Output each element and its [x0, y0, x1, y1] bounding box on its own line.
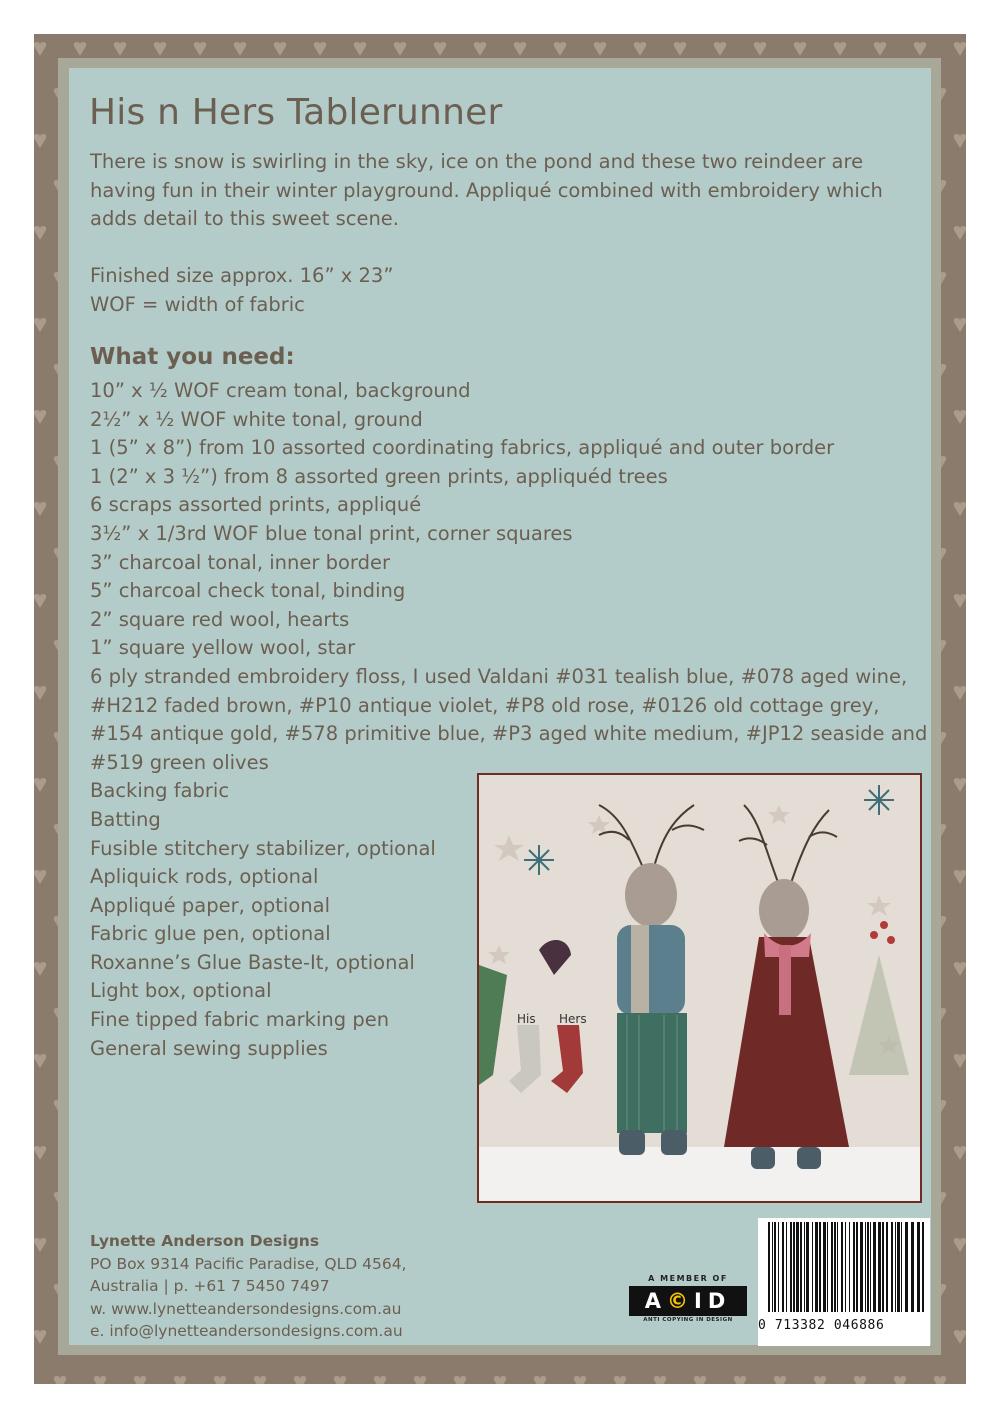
heart-icon	[314, 42, 326, 56]
barcode-bar	[878, 1222, 881, 1312]
heart-icon	[654, 1376, 666, 1384]
acid-badge	[626, 1274, 750, 1323]
barcode-bar	[901, 1222, 902, 1312]
barcode-bar	[905, 1222, 908, 1312]
requirement-item: Batting	[90, 807, 161, 831]
barcode-bar	[793, 1222, 795, 1312]
heart-icon	[34, 686, 46, 700]
website-link[interactable]: w. www.lynetteandersondesigns.com.au	[90, 1299, 402, 1318]
heart-icon	[534, 1376, 546, 1384]
heart-icon	[954, 1238, 966, 1252]
company-name: Lynette Anderson Designs	[90, 1232, 320, 1250]
requirement-item: 10” x ½ WOF cream tonal, background	[90, 379, 471, 402]
heart-icon	[614, 1376, 626, 1384]
heart-icon	[34, 1054, 46, 1068]
requirement-item: Fabric glue pen, optional	[90, 922, 331, 946]
requirement-item: General sewing supplies	[90, 1036, 328, 1060]
barcode-bar	[882, 1222, 884, 1312]
heart-icon	[34, 42, 46, 56]
photo-hers-label: Hers	[559, 1012, 587, 1026]
heart-icon	[294, 1376, 306, 1384]
requirements-heading: What you need:	[90, 344, 295, 370]
heart-icon	[214, 1376, 226, 1384]
barcode	[758, 1218, 930, 1346]
barcode-bar	[870, 1222, 871, 1312]
heart-icon	[34, 134, 46, 148]
heart-icon	[414, 1376, 426, 1384]
intro-paragraph: There is snow is swirling in the sky, ice on the pond and these two reindeer are having fun in their winter playground. Appliqué combined with embroidery which adds detail to this sweet scene.	[90, 150, 883, 230]
barcode-bar	[917, 1222, 920, 1312]
heart-icon	[474, 42, 486, 56]
heart-icon	[634, 42, 646, 56]
barcode-bar	[837, 1222, 838, 1312]
heart-icon	[694, 1376, 706, 1384]
acid-logo-id: ID	[694, 1289, 732, 1313]
barcode-bar	[827, 1222, 828, 1312]
requirement-item: Fusible stitchery stabilizer, optional	[90, 836, 436, 860]
requirement-item: Light box, optional	[90, 979, 272, 1003]
heart-icon	[714, 42, 726, 56]
heart-icon	[174, 1376, 186, 1384]
barcode-bar	[845, 1222, 846, 1312]
acid-subtitle: ANTI COPYING IN DESIGN	[643, 1317, 733, 1323]
heart-icon	[54, 1376, 66, 1384]
heart-icon	[914, 42, 926, 56]
heart-icon	[954, 962, 966, 976]
barcode-bar	[804, 1222, 805, 1312]
heart-icon	[454, 1376, 466, 1384]
heart-icon	[954, 226, 966, 240]
heart-icon	[954, 870, 966, 884]
barcode-bar	[886, 1222, 888, 1312]
heart-icon	[814, 1376, 826, 1384]
heart-icon	[194, 42, 206, 56]
barcode-bar	[856, 1222, 858, 1312]
requirement-item: Appliqué paper, optional	[90, 893, 331, 917]
heart-icon	[754, 42, 766, 56]
heart-icon	[954, 410, 966, 424]
requirement-item: 2” square red wool, hearts	[90, 607, 350, 631]
barcode-bar	[867, 1222, 869, 1312]
heart-icon	[494, 1376, 506, 1384]
requirement-item: Fine tipped fabric marking pen	[90, 1008, 390, 1032]
heart-icon	[354, 42, 366, 56]
barcode-bar	[774, 1222, 776, 1312]
heart-icon	[394, 42, 406, 56]
heart-icon	[954, 42, 966, 56]
heart-icon	[334, 1376, 346, 1384]
barcode-bar	[834, 1222, 836, 1312]
barcode-bar	[786, 1222, 787, 1312]
quilt-photo	[477, 773, 922, 1203]
heart-icon	[34, 962, 46, 976]
barcode-bar	[865, 1222, 866, 1312]
heart-icon	[894, 1376, 906, 1384]
acid-logo-a: A	[644, 1289, 667, 1313]
requirement-item: Apliquick rods, optional	[90, 865, 319, 889]
requirement-item: 3½” x 1/3rd WOF blue tonal print, corner squares	[90, 521, 573, 545]
heart-icon	[34, 870, 46, 884]
barcode-bar	[831, 1222, 833, 1312]
heart-icon	[34, 502, 46, 516]
address-line-1: PO Box 9314 Pacific Paradise, QLD 4564,	[90, 1254, 407, 1273]
heart-icon	[34, 778, 46, 792]
contact-info	[90, 1230, 406, 1343]
requirement-item: 6 scraps assorted prints, appliqué	[90, 493, 422, 517]
heart-icon	[274, 42, 286, 56]
acid-member-text: A MEMBER OF	[648, 1274, 728, 1283]
barcode-bar	[768, 1222, 770, 1312]
heart-icon	[854, 1376, 866, 1384]
heart-icon	[954, 502, 966, 516]
heart-icon	[34, 226, 46, 240]
wof-note: WOF = width of fabric	[90, 292, 305, 316]
heart-icon	[934, 1376, 946, 1384]
email-link[interactable]: e. info@lynetteandersondesigns.com.au	[90, 1322, 403, 1340]
reindeer-quilt-illustration	[479, 775, 920, 1201]
requirement-item: 1 (5” x 8”) from 10 assorted coordinating fabrics, appliqué and outer border	[90, 436, 835, 460]
requirement-item: 1 (2” x 3 ½”) from 8 assorted green prints, appliquéd trees	[90, 464, 668, 488]
barcode-bar	[823, 1222, 826, 1312]
requirement-item: Roxanne’s Glue Baste-It, optional	[90, 950, 415, 974]
finished-size: Finished size approx. 16” x 23”	[90, 264, 394, 287]
heart-icon	[594, 42, 606, 56]
barcode-bar	[782, 1222, 784, 1312]
barcode-bar	[911, 1222, 914, 1312]
photo-his-label: His	[517, 1012, 536, 1026]
barcode-bar	[812, 1222, 813, 1312]
barcode-bar	[800, 1222, 802, 1312]
barcode-bar	[849, 1222, 850, 1312]
address-line-2: Australia | p. +61 7 5450 7497	[90, 1277, 330, 1295]
heart-icon	[954, 318, 966, 332]
heart-icon	[954, 1330, 966, 1344]
barcode-bar	[897, 1222, 900, 1312]
heart-icon	[434, 42, 446, 56]
heart-icon	[34, 1146, 46, 1160]
heart-icon	[554, 42, 566, 56]
barcode-bar	[790, 1222, 792, 1312]
heart-icon	[94, 1376, 106, 1384]
requirement-item: 1” square yellow wool, star	[90, 636, 356, 660]
barcode-bar	[841, 1222, 843, 1312]
barcode-bar	[873, 1222, 876, 1312]
barcode-bar	[853, 1222, 855, 1312]
heart-icon	[954, 134, 966, 148]
size-info	[90, 262, 690, 319]
heart-icon	[734, 1376, 746, 1384]
heart-icon	[34, 318, 46, 332]
heart-icon	[954, 594, 966, 608]
acid-logo	[629, 1286, 747, 1316]
barcode-bar	[815, 1222, 818, 1312]
barcode-bar	[819, 1222, 821, 1312]
heart-icon	[774, 1376, 786, 1384]
heart-icon	[34, 1330, 46, 1344]
heart-icon	[954, 1146, 966, 1160]
barcode-bar	[806, 1222, 809, 1312]
heart-icon	[514, 42, 526, 56]
heart-icon	[34, 410, 46, 424]
heart-icon	[254, 1376, 266, 1384]
heart-icon	[834, 42, 846, 56]
heart-icon	[74, 42, 86, 56]
barcode-bar	[778, 1222, 779, 1312]
barcode-bar	[895, 1222, 896, 1312]
heart-icon	[574, 1376, 586, 1384]
heart-icon	[674, 42, 686, 56]
heart-icon	[374, 1376, 386, 1384]
heart-icon	[874, 42, 886, 56]
heart-icon	[954, 778, 966, 792]
requirement-item: 5” charcoal check tonal, binding	[90, 579, 406, 603]
page-title: His n Hers Tablerunner	[89, 92, 503, 133]
barcode-number: 0 713382 046886	[758, 1318, 885, 1333]
barcode-bar	[891, 1222, 893, 1312]
heart-icon	[114, 42, 126, 56]
heart-icon	[794, 42, 806, 56]
barcode-bars	[758, 1218, 930, 1314]
requirement-item: 2½” x ½ WOF white tonal, ground	[90, 407, 423, 431]
barcode-bar	[860, 1222, 863, 1312]
barcode-bar	[772, 1222, 773, 1312]
heart-icon	[154, 42, 166, 56]
barcode-bar	[922, 1222, 924, 1312]
requirement-item: 6 ply stranded embroidery floss, I used Valdani #031 tealish blue, #078 aged wine, #H212 faded brown, #P10 antique violet, #P8 old rose, #0126 old cottage grey, #154 antique gold, #578 primitive blue, #P3 aged white medium, #JP12 seaside and #519 green olives	[90, 664, 928, 774]
requirement-item: 3” charcoal tonal, inner border	[90, 550, 390, 574]
heart-icon	[34, 1238, 46, 1252]
requirement-item: Backing fabric	[90, 779, 230, 803]
heart-icon	[234, 42, 246, 56]
acid-logo-copyright: ©	[667, 1289, 694, 1313]
heart-icon	[954, 1054, 966, 1068]
heart-icon	[34, 594, 46, 608]
heart-icon	[954, 686, 966, 700]
heart-icon	[134, 1376, 146, 1384]
barcode-bar	[796, 1222, 799, 1312]
